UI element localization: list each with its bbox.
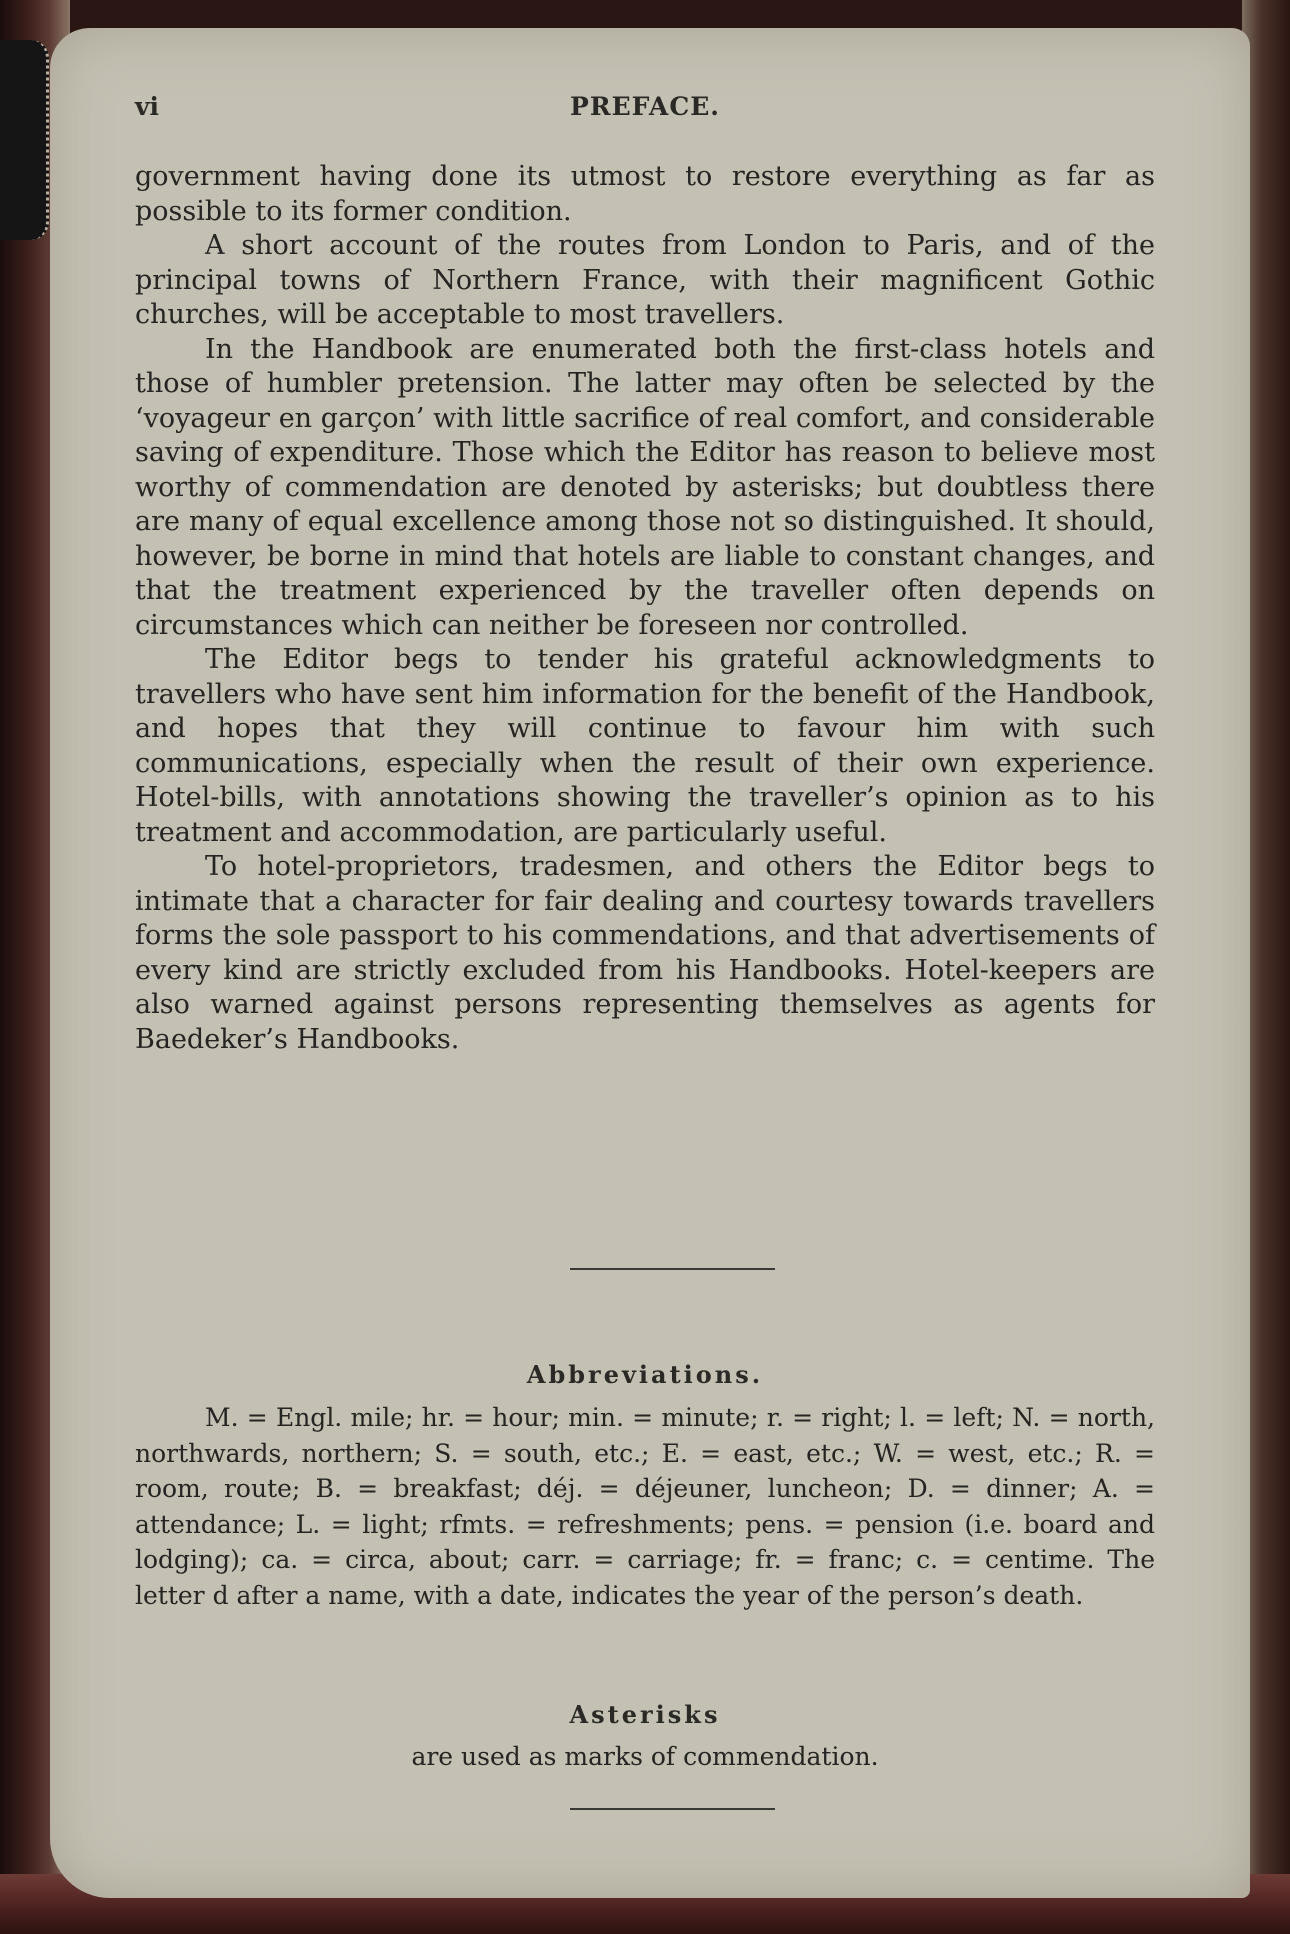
abbreviations-heading: Abbreviations.	[526, 1360, 764, 1389]
paragraph-continued: government having done its utmost to restore everything as far as possible to its former condition.	[135, 161, 1155, 227]
paragraph-routes: A short account of the routes from London to Paris, and of the principal towns of Northern France, with their magnificent Gothic churches, will be acceptable to most travellers.	[135, 230, 1155, 330]
abbreviations-list	[135, 1400, 1155, 1613]
paragraph-hotels: In the Handbook are enumerated both the first-class hotels and those of humbler pretension. The latter may often be selected by the ‘voyageur en garçon’ with little sacrifice of real comfort, and considerable saving of expenditure. Those which the Editor has reason to believe most worthy of commendation are denoted by asterisks; but doubtless there are many of equal excellence among those not so distinguished. It should, however, be borne in mind that hotels are liable to constant changes, and that the treatment experienced by the traveller often depends on circumstances which can neither be foreseen nor controlled.	[135, 333, 1155, 641]
divider-rule	[570, 1268, 775, 1270]
abbreviations-text: M. = Engl. mile; hr. = hour; min. = minute; r. = right; l. = left; N. = north, northwards, northern; S. = south, etc.; E. = east, etc.; W. = west, etc.; R. = room, route; B. = breakfast; déj. = déjeuner, luncheon; D. = dinner; A. = attendance; L. = light; rfmts. = refreshments; pens. = pension (i.e. board and lodging); ca. = circa, about; carr. = carriage; fr. = franc; c. = centime. The letter d after a name, with a date, indicates the year of the person’s death.	[135, 1403, 1155, 1610]
asterisks-text: are used as marks of commendation.	[411, 1742, 879, 1771]
divider-rule-bottom	[570, 1808, 775, 1810]
preface-body	[135, 160, 1155, 1057]
paragraph-advertisements: To hotel-proprietors, tradesmen, and others the Editor begs to intimate that a character for fair dealing and courtesy towards travellers forms the sole passport to his commendations, and that advertisements of every kind are strictly excluded from his Handbooks. Hotel-keepers are also warned against persons representing themselves as agents for Baedeker’s Handbooks.	[135, 851, 1155, 1055]
paragraph-acknowledgments: The Editor begs to tender his grateful acknowledgments to travellers who have sent him information for the benefit of the Handbook, and hopes that they will continue to favour him with such communications, especially when the result of their own experience. Hotel-bills, with annotations showing the traveller’s opinion as to his treatment and accommodation, are particularly useful.	[135, 644, 1155, 848]
asterisks-heading: Asterisks	[569, 1700, 721, 1729]
page-number: vi	[135, 92, 160, 121]
running-title: PREFACE.	[570, 92, 720, 121]
page-header	[135, 92, 1155, 132]
cover-label	[0, 40, 49, 240]
